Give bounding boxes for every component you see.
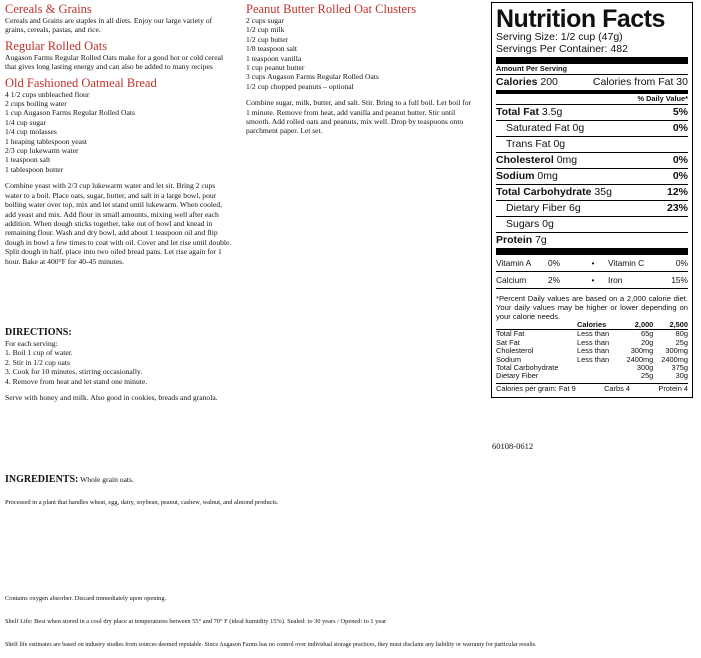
ingredient-item: 1 cup peanut butter [246,63,305,73]
percent-footnote: *Percent Daily values are based on a 2,000 calorie diet. Your daily values may be higher or lower depending on your calorie needs. [496,294,688,321]
directions-steps [5,348,305,386]
amount-per-serving: Amount Per Serving [496,64,568,73]
clusters-title: Peanut Butter Rolled Oat Clusters [246,2,417,16]
ingredient-item: 2 cups boiling water [5,99,67,109]
bread-title: Old Fashioned Oatmeal Bread [5,75,157,90]
vitamin-row-1: Vitamin A 0% • Vitamin C 0% [496,258,688,268]
ingredient-item: 4 1/2 cups unbleached flour [5,89,90,99]
sat-fat-row: Saturated Fat 0g 0% [506,122,688,134]
daily-value-table [496,321,688,381]
product-code: 60108-0612 [492,441,534,451]
table-row: Total Fat Less than 65g 80g [496,329,688,339]
ingredients-line: INGREDIENTS: Whole grain oats. [5,474,134,485]
rolled-oats-title: Regular Rolled Oats [5,38,108,53]
ingredient-item: 1/8 teaspoon salt [246,44,298,54]
ingredient-item: 1 heaping tablespoon yeast [5,136,88,146]
oxygen-absorber-note: Contains oxygen absorber. Discard immediately upon opening. [5,595,167,602]
ingredient-item: 1 teaspoon vanilla [246,53,302,63]
ingredient-item: 2 cups sugar [246,16,284,25]
direction-step: 4. Remove from heat and let stand one minute. [5,376,148,386]
table-row: Sat Fat Less than 20g 25g [496,337,688,347]
calories-per-gram: Calories per gram: Fat 9 Carbs 4 Protein 4 [496,383,688,393]
vitamin-row-2: Calcium 2% • Iron 15% [496,275,688,285]
direction-step: 3. Cook for 10 minutes, stirring occasionally. [5,367,143,377]
bread-ingredient-list [5,90,233,175]
recipes-column-left [5,2,233,266]
servings-per-container: Servings Per Container: 482 [496,42,628,55]
ingredient-item: 3 cups Augason Farms Regular Rolled Oats [246,72,379,82]
protein-row: Protein 7g [496,234,547,246]
clusters-directions: Combine sugar, milk, butter, and salt. Stir. Bring to a full boil. Let boil for 1 minute. Remove from heat, add vanilla and peanut butter. Stir until smooth. Add rolled oats and peanuts, mix well. Drop by teaspoons onto parchment paper. Let set. [246,98,472,136]
clusters-ingredient-list [246,16,472,91]
ingredient-item: 1/4 cup sugar [5,117,46,127]
carbohydrate-row: Total Carbohydrate 35g 12% [496,186,688,198]
ingredient-item: 2/3 cup lukewarm water [5,146,79,156]
fiber-row: Dietary Fiber 6g 23% [506,202,688,214]
bread-directions: Combine yeast with 2/3 cup lukewarm water and let sit. Bring 2 cups water to a boil. Place oats, sugar, butter, and salt in a large bowl, pour boiling water over top, mix and let stand until lukewarm. When cooled, add yeast and mix. Add flour in small amounts, mixing well after each addition. When dough sticks together, take out of bowl and knead in remaining flour. Wash and dry bowl, add about 1 teaspoon oil and flip dough in bowl a few times to coat with oil. Cover and let rise until double. Split dough in half, place into two oiled bread pans. Let rise again for 1 hour. Bake at 400°F for 40-45 minutes. [5,181,232,266]
ingredient-item: 1/2 cup chopped peanuts – optional [246,81,354,91]
cereals-text: Cereals and Grains are staples in all diets. Enjoy our large variety of grains, cereals, pastas, and rice. [5,16,213,35]
ingredient-item: 1/2 cup milk [246,25,285,35]
shelf-life: Shelf Life: Best when stored in a cool dry place at temperatures between 55° and 70° F (ideal humidity 15%). Sealed: to 30 years / Opened: to 1 year [5,618,387,625]
direction-step: 2. Stir in 1/2 cup oats [5,357,70,367]
total-fat-row: Total Fat 3.5g 5% [496,106,688,118]
sugars-row: Sugars 0g [506,218,554,230]
directions-title: DIRECTIONS: [5,327,72,338]
table-header-row: Calories 2,000 2,500 [577,320,688,329]
serving-size: Serving Size: 1/2 cup (47g) [496,31,623,43]
serve-suggestion: Serve with honey and milk. Also good in cookies, breads and granola. [5,393,218,403]
ingredient-item: 1/4 cup molasses [5,127,57,137]
table-row: Total Carbohydrate 300g 375g [496,363,688,373]
recipes-column-middle [246,2,472,136]
sodium-row: Sodium 0mg 0% [496,170,688,182]
daily-value-header: % Daily Value* [637,94,688,103]
trans-fat-row: Trans Fat 0g [506,138,566,150]
nutrition-title: Nutrition Facts [496,5,665,33]
cholesterol-row: Cholesterol 0mg 0% [496,154,688,166]
directions-intro: For each serving: [5,339,58,348]
cereals-title: Cereals & Grains [5,2,92,16]
ingredient-item: 1 cup Augason Farms Regular Rolled Oats [5,108,135,118]
ingredient-item: 1 tablespoon butter [5,164,64,174]
table-row: Cholesterol Less than 300mg 300mg [496,346,688,356]
shelf-life-disclaimer: Shelf life estimates are based on industry studies from sources deemed reputable. Since Augason Farms has no control over individual storage practices, they must disclaim any liability or warranty for particular results. [5,642,537,648]
allergen-statement: Processed in a plant that handles wheat, egg, dairy, soybean, peanut, cashew, walnut, and almond products. [5,499,279,506]
directions-section [5,327,305,402]
nutrition-facts-panel [491,2,693,398]
ingredient-item: 1/2 cup butter [246,34,289,44]
rolled-oats-text: Augason Farms Regular Rolled Oats make for a good hot or cold cereal that gives long lasting energy and can also be added to many recipes [5,52,224,72]
calories-row: Calories 200 Calories from Fat 30 [496,76,688,88]
ingredient-item: 1 teaspoon salt [5,155,51,165]
table-row: Sodium Less than 2400mg 2400mg [496,354,688,364]
direction-step: 1. Boil 1 cup of water. [5,348,73,358]
table-row: Dietary Fiber 25g 30g [496,371,688,381]
